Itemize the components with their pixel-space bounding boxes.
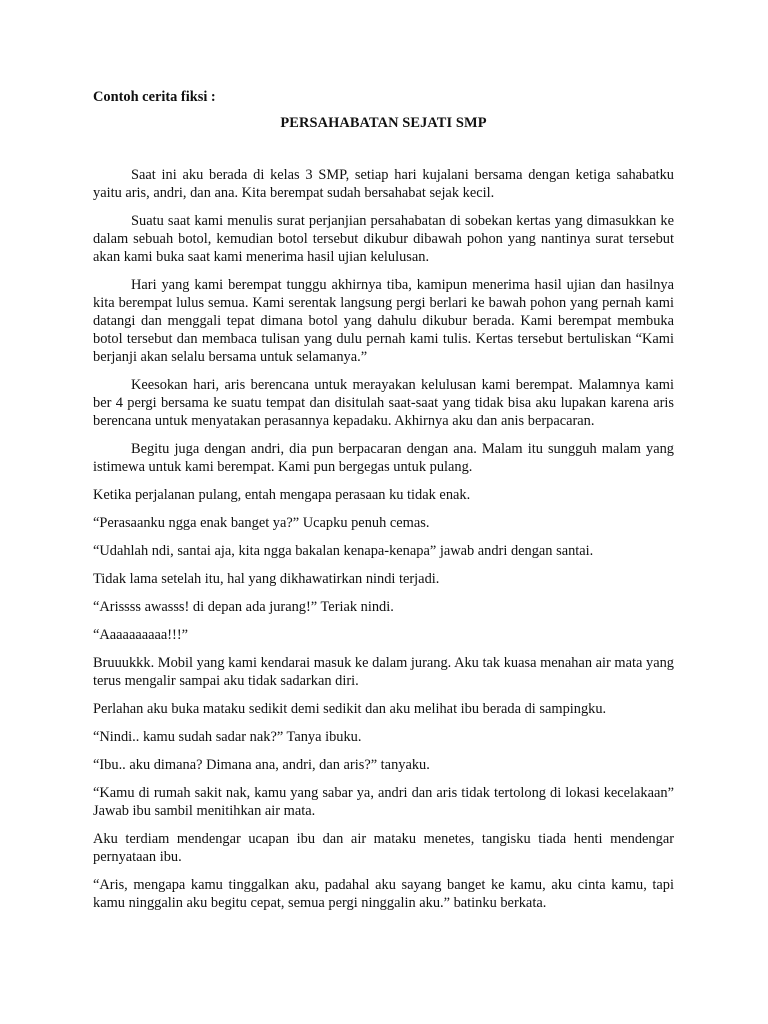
paragraph: Tidak lama setelah itu, hal yang dikhawatirkan nindi terjadi. <box>93 571 440 587</box>
dialogue-line: “Ibu.. aku dimana? Dimana ana, andri, dan aris?” tanyaku. <box>93 757 430 773</box>
document-title: PERSAHABATAN SEJATI SMP <box>280 115 487 131</box>
paragraph: Bruuukkk. Mobil yang kami kendarai masuk ke dalam jurang. Aku tak kuasa menahan air mata yang terus mengalir sampai aku tidak sadarkan diri. <box>93 655 674 689</box>
dialogue-line: “Aaaaaaaaaa!!!” <box>93 627 189 643</box>
dialogue-line: “Nindi.. kamu sudah sadar nak?” Tanya ibuku. <box>93 729 362 745</box>
paragraph: Suatu saat kami menulis surat perjanjian persahabatan di sobekan kertas yang dimasukkan ke dalam sebuah botol, kemudian botol tersebut dikubur dibawah pohon yang nantinya surat tersebut akan kami buka saat kami menerima hasil ujian kelulusan. <box>93 213 674 265</box>
document-page <box>93 88 674 922</box>
dialogue-line: “Arissss awasss! di depan ada jurang!” Teriak nindi. <box>93 599 394 615</box>
paragraph: Perlahan aku buka mataku sedikit demi sedikit dan aku melihat ibu berada di sampingku. <box>93 701 607 717</box>
paragraph: Keesokan hari, aris berencana untuk merayakan kelulusan kami berempat. Malamnya kami ber 4 pergi bersama ke suatu tempat dan disitulah saat-saat yang tidak bisa aku lupakan karena aris berencana untuk menyatakan perasannya kepadaku. Akhirnya aku dan anis berpacaran. <box>93 377 674 429</box>
story-body <box>93 166 674 912</box>
paragraph: Ketika perjalanan pulang, entah mengapa perasaan ku tidak enak. <box>93 487 471 503</box>
document-label: Contoh cerita fiksi : <box>93 89 216 105</box>
paragraph: Aku terdiam mendengar ucapan ibu dan air mataku menetes, tangisku tiada henti mendengar pernyataan ibu. <box>93 831 674 865</box>
dialogue-line: “Kamu di rumah sakit nak, kamu yang sabar ya, andri dan aris tidak tertolong di lokasi kecelakaan” Jawab ibu sambil menitihkan air mata. <box>93 785 674 819</box>
dialogue-line: “Udahlah ndi, santai aja, kita ngga bakalan kenapa-kenapa” jawab andri dengan santai. <box>93 543 594 559</box>
dialogue-line: “Aris, mengapa kamu tinggalkan aku, padahal aku sayang banget ke kamu, aku cinta kamu, tapi kamu ninggalin aku begitu cepat, semua pergi ninggalin aku.” batinku berkata. <box>93 877 674 911</box>
dialogue-line: “Perasaanku ngga enak banget ya?” Ucapku penuh cemas. <box>93 515 430 531</box>
paragraph: Begitu juga dengan andri, dia pun berpacaran dengan ana. Malam itu sungguh malam yang istimewa untuk kami berempat. Kami pun bergegas untuk pulang. <box>93 441 674 475</box>
paragraph: Hari yang kami berempat tunggu akhirnya tiba, kamipun menerima hasil ujian dan hasilnya kita berempat lulus semua. Kami serentak langsung pergi berlari ke bawah pohon yang pernah kami datangi dan menggali tepat dimana botol yang dahulu dikubur berada. Kami berempat membuka botol tersebut dan membaca tulisan yang dulu pernah kami tulis. Kertas tersebut bertuliskan “Kami berjanji akan selalu bersama untuk selamanya.” <box>93 277 674 365</box>
paragraph: Saat ini aku berada di kelas 3 SMP, setiap hari kujalani bersama dengan ketiga sahabatku yaitu aris, andri, dan ana. Kita berempat sudah bersahabat sejak kecil. <box>93 167 674 201</box>
